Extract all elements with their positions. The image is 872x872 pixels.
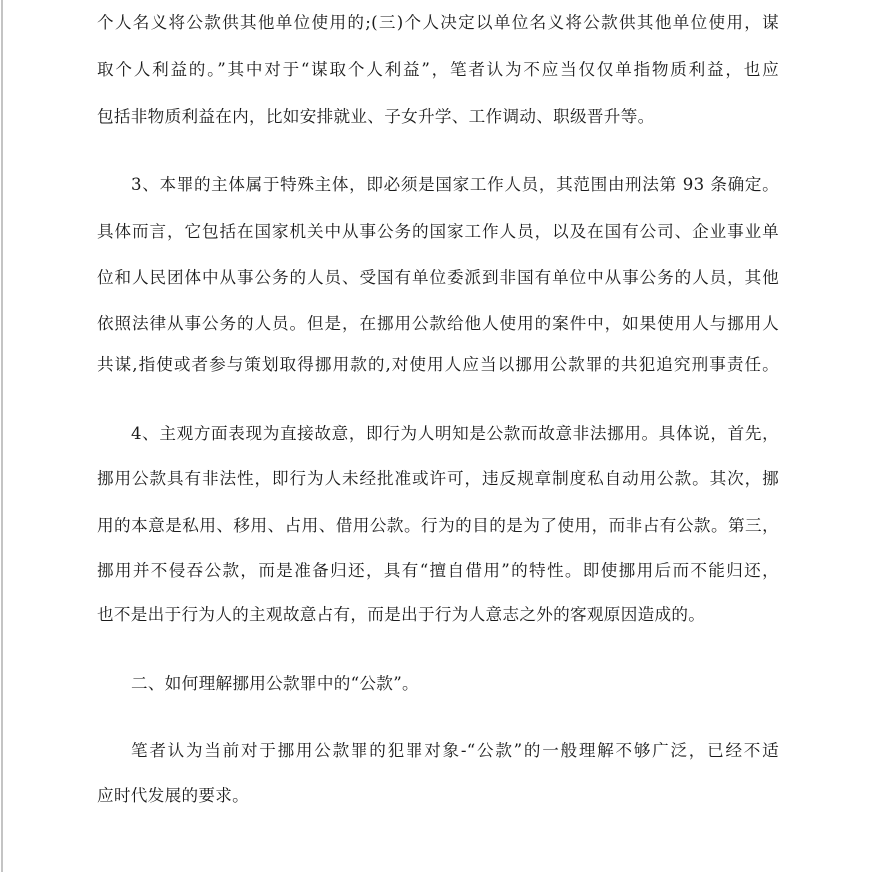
text-line: 应时代发展的要求。 [97,786,250,805]
text-line: 具体而言，它包括在国家机关中从事公务的国家工作人员，以及在国有公司、企业事业单 [97,222,779,241]
text-line: 取个人利益的。”其中对于“谋取个人利益”，笔者认为不应当仅仅单指物质利益，也应 [97,60,779,79]
text-line: 共谋,指使或者参与策划取得挪用款的,对使用人应当以挪用公款罪的共犯追究刑事责任。 [97,355,779,374]
text-line: 用的本意是私用、移用、占用、借用公款。行为的目的是为了使用，而非占有公款。第三， [97,516,779,535]
text-line: 挪用公款具有非法性，即行为人未经批准或许可，违反规章制度私自动用公款。其次，挪 [97,469,779,488]
text-line: 笔者认为当前对于挪用公款罪的犯罪对象-“公款”的一般理解不够广泛，已经不适 [131,741,779,760]
text-line: 挪用并不侵吞公款，而是准备归还，具有“擅自借用”的特性。即使挪用后而不能归还， [97,561,779,580]
text-line: 4、主观方面表现为直接故意，即行为人明知是公款而故意非法挪用。具体说，首先， [131,424,779,443]
text-line: 依照法律从事公务的人员。但是，在挪用公款给他人使用的案件中，如果使用人与挪用人 [97,314,779,333]
heading-text: 二、如何理解挪用公款罪中的“公款”。 [131,674,419,693]
text-line: 也不是出于行为人的主观故意占有，而是出于行为人意志之外的客观原因造成的。 [97,605,706,624]
page-left-edge [1,0,3,872]
text-line: 包括非物质利益在内，比如安排就业、子女升学、工作调动、职级晋升等。 [97,107,655,126]
text-line: 位和人民团体中从事公务的人员、受国有单位委派到非国有单位中从事公务的人员，其他 [97,268,779,287]
text-line: 3、本罪的主体属于特殊主体，即必须是国家工作人员，其范围由刑法第 93 条确定。 [131,175,779,194]
text-line: 个人名义将公款供其他单位使用的;(三)个人决定以单位名义将公款供其他单位使用，谋 [97,13,779,32]
